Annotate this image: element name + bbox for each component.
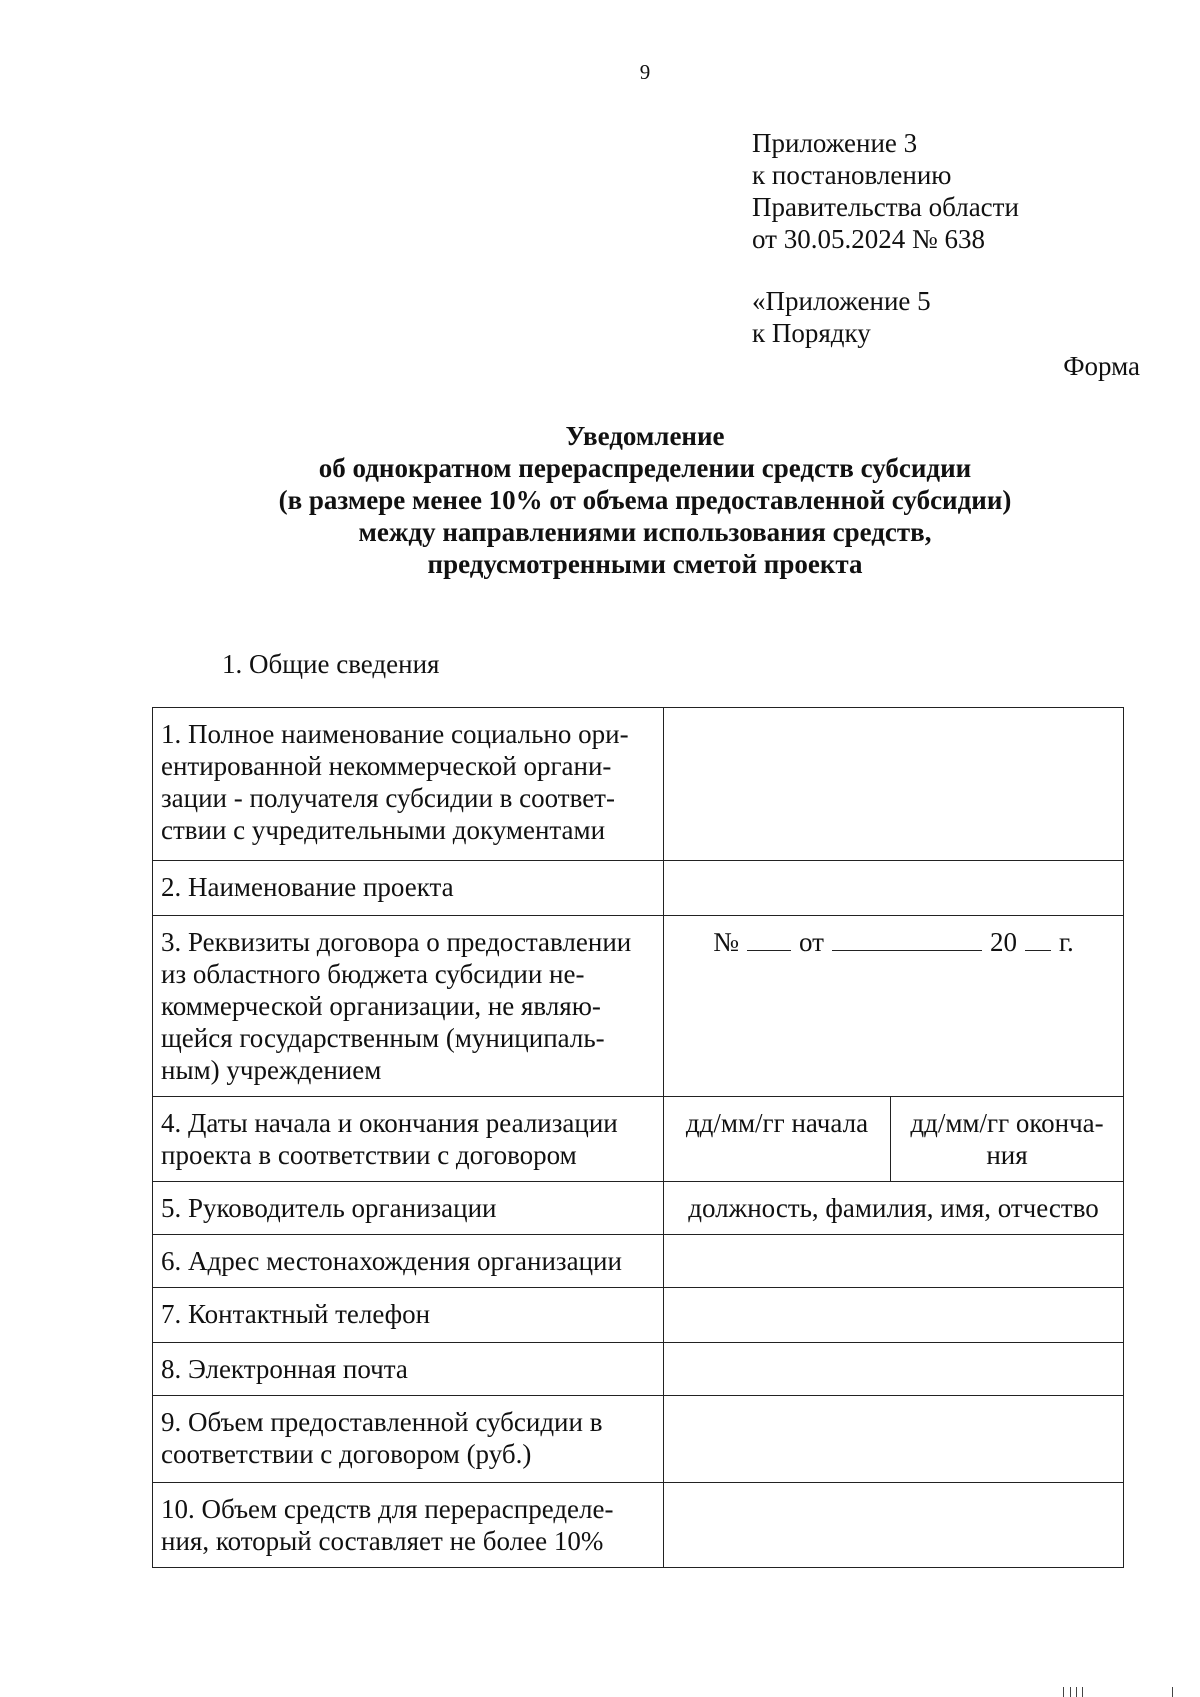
row-label bbox=[153, 1483, 664, 1568]
email-field[interactable] bbox=[664, 1343, 1124, 1396]
page-number: 9 bbox=[639, 60, 651, 84]
row-label bbox=[153, 1396, 664, 1483]
scan-mark bbox=[1172, 1687, 1173, 1697]
table-row bbox=[153, 1483, 1124, 1568]
label-line: 5. Руководитель организации bbox=[161, 1193, 497, 1223]
row-label bbox=[153, 1343, 664, 1396]
organization-name-field[interactable] bbox=[664, 708, 1124, 861]
contract-year-blank[interactable] bbox=[1025, 928, 1051, 951]
end-date-placeholder: дд/мм/гг оконча- bbox=[910, 1108, 1104, 1138]
project-name-field[interactable] bbox=[664, 861, 1124, 916]
scan-mark bbox=[1063, 1687, 1064, 1697]
year-prefix: 20 bbox=[989, 927, 1017, 957]
table-row bbox=[153, 1396, 1124, 1483]
start-date-placeholder: дд/мм/гг начала bbox=[685, 1108, 869, 1138]
table-row bbox=[153, 1288, 1124, 1343]
contract-number-blank[interactable] bbox=[747, 928, 791, 951]
label-line: 8. Электронная почта bbox=[161, 1354, 408, 1384]
scan-mark bbox=[1076, 1687, 1077, 1697]
inner-appendix-line: «Приложение 5 bbox=[752, 286, 931, 316]
subsidy-amount-field[interactable] bbox=[664, 1396, 1124, 1483]
section-heading: 1. Общие сведения bbox=[222, 649, 440, 679]
title-line: Уведомление bbox=[565, 421, 725, 451]
row-label bbox=[153, 1097, 664, 1182]
label-line: ным) учреждением bbox=[161, 1055, 382, 1085]
title-line: (в размере менее 10% от объема предоставленной субсидии) bbox=[278, 485, 1012, 515]
title-line: предусмотренными сметой проекта bbox=[427, 549, 863, 579]
table-row bbox=[153, 1235, 1124, 1288]
label-line: 2. Наименование проекта bbox=[161, 872, 454, 902]
label-line: зации - получателя субсидии в соответ- bbox=[161, 783, 615, 813]
label-line: 6. Адрес местонахождения организации bbox=[161, 1246, 622, 1276]
table-row bbox=[153, 1097, 1124, 1182]
from-word: от bbox=[799, 927, 824, 957]
inner-appendix-line: к Порядку bbox=[752, 318, 871, 348]
director-field[interactable]: должность, фамилия, имя, отчество bbox=[664, 1182, 1124, 1235]
row-label bbox=[153, 1235, 664, 1288]
label-line: 1. Полное наименование социально ори- bbox=[161, 719, 629, 749]
label-line: щейся государственным (муниципаль- bbox=[161, 1023, 605, 1053]
appendix-line: от 30.05.2024 № 638 bbox=[752, 224, 985, 254]
form-label: Форма bbox=[1063, 351, 1140, 381]
row-label bbox=[153, 916, 664, 1097]
phone-field[interactable] bbox=[664, 1288, 1124, 1343]
row-label bbox=[153, 1182, 664, 1235]
appendix-block bbox=[752, 127, 1019, 349]
label-line: ствии с учредительными документами bbox=[161, 815, 606, 845]
start-date-field[interactable] bbox=[664, 1097, 891, 1182]
general-info-table bbox=[152, 707, 1124, 1568]
contract-date-blank[interactable] bbox=[832, 928, 982, 951]
title-line: об однократном перераспределении средств субсидии bbox=[318, 453, 972, 483]
label-line: 10. Объем средств для перераспределе- bbox=[161, 1494, 614, 1524]
row-label bbox=[153, 1288, 664, 1343]
contract-details-field[interactable] bbox=[664, 916, 1124, 1097]
document-title bbox=[150, 420, 1140, 580]
label-line: 9. Объем предоставленной субсидии в bbox=[161, 1407, 603, 1437]
contract-line bbox=[672, 926, 1115, 958]
year-suffix: г. bbox=[1058, 927, 1074, 957]
table-row bbox=[153, 861, 1124, 916]
label-line: проекта в соответствии с договором bbox=[161, 1140, 577, 1170]
label-line: 3. Реквизиты договора о предоставлении bbox=[161, 927, 632, 957]
end-date-field[interactable] bbox=[891, 1097, 1124, 1182]
table-row bbox=[153, 708, 1124, 861]
appendix-line: Правительства области bbox=[752, 192, 1019, 222]
label-line: ния, который составляет не более 10% bbox=[161, 1526, 604, 1556]
table-row bbox=[153, 916, 1124, 1097]
address-field[interactable] bbox=[664, 1235, 1124, 1288]
label-line: коммерческой организации, не являю- bbox=[161, 991, 601, 1021]
table-row bbox=[153, 1182, 1124, 1235]
appendix-line: к постановлению bbox=[752, 160, 952, 190]
label-line: соответствии с договором (руб.) bbox=[161, 1439, 532, 1469]
scan-mark bbox=[1070, 1687, 1071, 1697]
table-row bbox=[153, 1343, 1124, 1396]
redistribution-amount-field[interactable] bbox=[664, 1483, 1124, 1568]
title-line: между направлениями использования средств, bbox=[358, 517, 932, 547]
row-label bbox=[153, 708, 664, 861]
label-line: ентированной некоммерческой органи- bbox=[161, 751, 612, 781]
appendix-spacer bbox=[752, 255, 1019, 285]
label-line: 7. Контактный телефон bbox=[161, 1299, 431, 1329]
end-date-placeholder: ния bbox=[986, 1140, 1028, 1170]
appendix-line: Приложение 3 bbox=[752, 128, 918, 158]
label-line: из областного бюджета субсидии не- bbox=[161, 959, 585, 989]
label-line: 4. Даты начала и окончания реализации bbox=[161, 1108, 618, 1138]
number-sign: № bbox=[713, 927, 740, 957]
row-label bbox=[153, 861, 664, 916]
scan-mark bbox=[1082, 1687, 1083, 1697]
